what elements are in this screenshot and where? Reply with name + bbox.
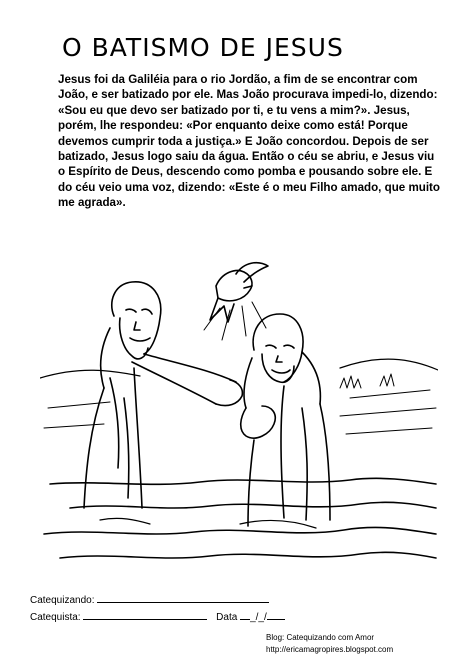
date-day-field[interactable] xyxy=(240,609,250,620)
catequizando-label: Catequizando: xyxy=(30,595,95,606)
jesus-figure xyxy=(241,314,330,526)
catequizando-field[interactable] xyxy=(97,592,269,603)
catequizando-row xyxy=(30,592,285,609)
catequista-field[interactable] xyxy=(83,609,207,620)
dove-icon xyxy=(204,263,268,340)
catequista-row xyxy=(30,609,285,626)
blog-url[interactable]: http://ericamagropires.blogspot.com xyxy=(266,645,394,654)
page-title: O BATISMO DE JESUS xyxy=(62,33,344,62)
story-text: Jesus foi da Galiléia para o rio Jordão, a fim de se encontrar com João, e ser batizado por ele. Mas João procurava impedi-lo, dizendo: «Sou eu que devo ser batizado por ti, e tu vens a mim?». Jesus, porém, lhe respondeu: «Por enquanto deixe como está! Porque devemos cumprir toda a justiça.» E João concordou. Depois de ser batizado, Jesus logo saiu da água. Então o céu se abriu, e Jesus viu o Espírito de Deus, descendo como pomba e pousando sobre ele. E do céu veio uma voz, dizendo: «Este é o meu Filho amado, que muito me agrada». xyxy=(58,73,441,210)
baptism-illustration xyxy=(40,258,438,580)
river-water xyxy=(44,478,436,558)
date-slashes: _/_/ xyxy=(250,612,267,623)
date-year-field[interactable] xyxy=(267,609,285,620)
student-info-fields xyxy=(30,592,285,626)
catequista-label: Catequista: xyxy=(30,612,81,623)
blog-credit: Blog: Catequizando com Amor xyxy=(266,633,375,642)
footer xyxy=(266,632,393,656)
data-label: Data xyxy=(216,612,238,623)
john-figure xyxy=(84,282,242,508)
